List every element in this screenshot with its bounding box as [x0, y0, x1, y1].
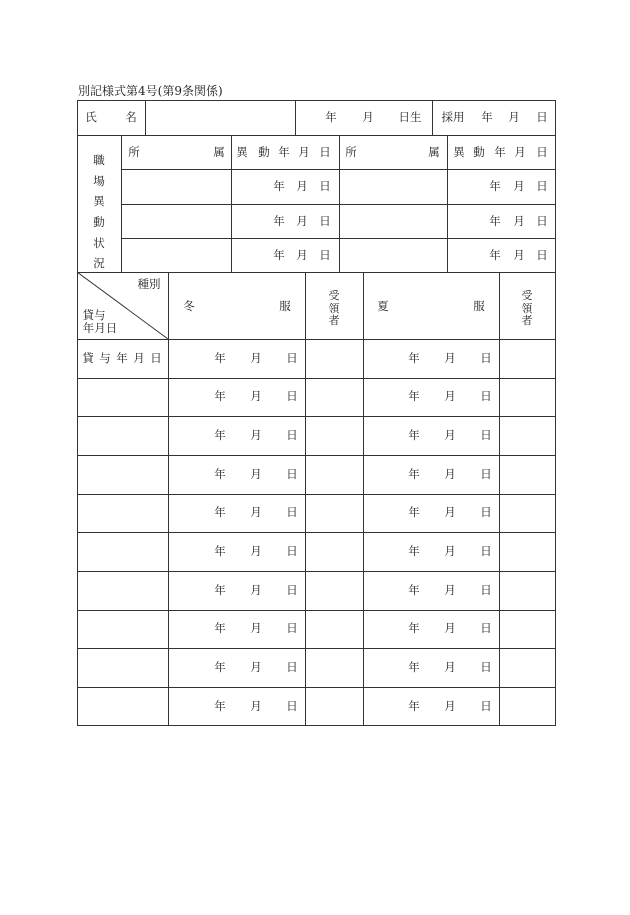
col-line [339, 135, 340, 272]
transfer-day: 日 [319, 248, 331, 262]
transfer-year: 年 [273, 179, 285, 193]
hire-label: 採用 [441, 110, 465, 124]
summer-month: 月 [444, 660, 456, 674]
winter-month: 月 [250, 389, 262, 403]
winter-year: 年 [214, 467, 226, 481]
summer-month: 月 [444, 428, 456, 442]
summer-day: 日 [480, 467, 492, 481]
transfer-year: 年 [489, 248, 501, 262]
birth-year-label: 年 [325, 110, 337, 124]
loan-date-label: 与 [99, 351, 111, 365]
col-line [168, 272, 169, 726]
col-line [145, 100, 146, 135]
winter-month: 月 [250, 544, 262, 558]
row-line [77, 571, 556, 572]
summer-year: 年 [408, 621, 420, 635]
transfer-month: 月 [296, 214, 308, 228]
loan-label: 貸与 [82, 308, 106, 322]
transfer-month: 月 [513, 248, 525, 262]
summer-clothes-header: 服 [473, 299, 485, 313]
winter-month: 月 [250, 621, 262, 635]
summer-year: 年 [408, 505, 420, 519]
summer-day: 日 [480, 699, 492, 713]
row-line [77, 416, 556, 417]
col-line [363, 272, 364, 726]
row-line [77, 135, 556, 136]
summer-year: 年 [408, 583, 420, 597]
transfer-date-header: 動 [473, 145, 485, 159]
form-caption: 別記様式第4号(第9条関係) [78, 84, 223, 98]
summer-clothes-header: 夏 [377, 299, 389, 313]
summer-year: 年 [408, 544, 420, 558]
col-line [499, 272, 500, 726]
name-label: 氏 [85, 110, 97, 124]
transfer-year: 年 [273, 214, 285, 228]
transfer-day: 日 [319, 214, 331, 228]
transfer-date-header: 月 [298, 145, 310, 159]
summer-month: 月 [444, 699, 456, 713]
summer-month: 月 [444, 544, 456, 558]
loan-date-label: 日 [150, 351, 162, 365]
transfer-date-header: 年 [278, 145, 290, 159]
transfer-day: 日 [536, 179, 548, 193]
winter-month: 月 [250, 428, 262, 442]
loan-date-label: 月 [133, 351, 145, 365]
transfer-month: 月 [513, 179, 525, 193]
col-line [305, 272, 306, 726]
transfer-date-header: 年 [494, 145, 506, 159]
summer-year: 年 [408, 699, 420, 713]
summer-day: 日 [480, 389, 492, 403]
summer-day: 日 [480, 505, 492, 519]
transfer-year: 年 [273, 248, 285, 262]
transfer-month: 月 [513, 214, 525, 228]
transfer-day: 日 [319, 179, 331, 193]
col-line [447, 135, 448, 272]
row-line [77, 378, 556, 379]
transfer-month: 月 [296, 179, 308, 193]
summer-day: 日 [480, 351, 492, 365]
summer-day: 日 [480, 621, 492, 635]
transfer-month: 月 [296, 248, 308, 262]
winter-day: 日 [286, 699, 298, 713]
winter-clothes-header: 冬 [183, 299, 195, 313]
winter-day: 日 [286, 583, 298, 597]
transfer-date-header: 異 [453, 145, 465, 159]
summer-month: 月 [444, 505, 456, 519]
summer-year: 年 [408, 467, 420, 481]
winter-year: 年 [214, 583, 226, 597]
winter-day: 日 [286, 389, 298, 403]
summer-month: 月 [444, 583, 456, 597]
row-line [77, 648, 556, 649]
winter-month: 月 [250, 467, 262, 481]
summer-year: 年 [408, 389, 420, 403]
dept-header: 属 [213, 145, 225, 159]
transfer-section-label: 職場異動状況 [93, 153, 105, 271]
receiver-header: 受領者 [328, 289, 340, 328]
summer-day: 日 [480, 660, 492, 674]
winter-day: 日 [286, 428, 298, 442]
dept-header: 属 [428, 145, 440, 159]
dept-header: 所 [345, 145, 357, 159]
summer-month: 月 [444, 467, 456, 481]
summer-month: 月 [444, 621, 456, 635]
winter-day: 日 [286, 544, 298, 558]
summer-year: 年 [408, 351, 420, 365]
hire-day-label: 日 [536, 110, 548, 124]
summer-year: 年 [408, 660, 420, 674]
winter-day: 日 [286, 351, 298, 365]
transfer-year: 年 [489, 179, 501, 193]
receiver-header: 受領者 [521, 289, 533, 328]
transfer-day: 日 [536, 248, 548, 262]
col-line [231, 135, 232, 272]
summer-day: 日 [480, 583, 492, 597]
transfer-date-header: 日 [536, 145, 548, 159]
loan-date-label: 年 [116, 351, 128, 365]
loan-date-label: 貸 [82, 351, 94, 365]
winter-year: 年 [214, 699, 226, 713]
col-line [295, 100, 296, 135]
hire-month-label: 月 [508, 110, 520, 124]
summer-day: 日 [480, 428, 492, 442]
col-line [121, 135, 122, 272]
ymd-label: 年月日 [82, 321, 118, 335]
row-line [77, 455, 556, 456]
dept-header: 所 [128, 145, 140, 159]
winter-year: 年 [214, 544, 226, 558]
winter-day: 日 [286, 621, 298, 635]
winter-month: 月 [250, 505, 262, 519]
hire-year-label: 年 [481, 110, 493, 124]
row-line [77, 532, 556, 533]
row-line [77, 687, 556, 688]
winter-year: 年 [214, 389, 226, 403]
winter-month: 月 [250, 699, 262, 713]
winter-day: 日 [286, 660, 298, 674]
summer-year: 年 [408, 428, 420, 442]
birth-month-label: 月 [362, 110, 374, 124]
row-line [77, 610, 556, 611]
winter-month: 月 [250, 660, 262, 674]
birth-day-label: 日生 [398, 110, 422, 124]
winter-year: 年 [214, 351, 226, 365]
winter-month: 月 [250, 351, 262, 365]
winter-year: 年 [214, 428, 226, 442]
summer-month: 月 [444, 389, 456, 403]
transfer-year: 年 [489, 214, 501, 228]
winter-clothes-header: 服 [279, 299, 291, 313]
winter-year: 年 [214, 505, 226, 519]
winter-year: 年 [214, 621, 226, 635]
kind-label: 種別 [137, 277, 161, 291]
col-line [432, 100, 433, 135]
transfer-day: 日 [536, 214, 548, 228]
winter-year: 年 [214, 660, 226, 674]
winter-day: 日 [286, 505, 298, 519]
summer-month: 月 [444, 351, 456, 365]
row-line [77, 494, 556, 495]
winter-month: 月 [250, 583, 262, 597]
name-label: 名 [125, 110, 137, 124]
winter-day: 日 [286, 467, 298, 481]
transfer-date-header: 日 [319, 145, 331, 159]
transfer-date-header: 動 [258, 145, 270, 159]
summer-day: 日 [480, 544, 492, 558]
transfer-date-header: 月 [514, 145, 526, 159]
transfer-date-header: 異 [236, 145, 248, 159]
